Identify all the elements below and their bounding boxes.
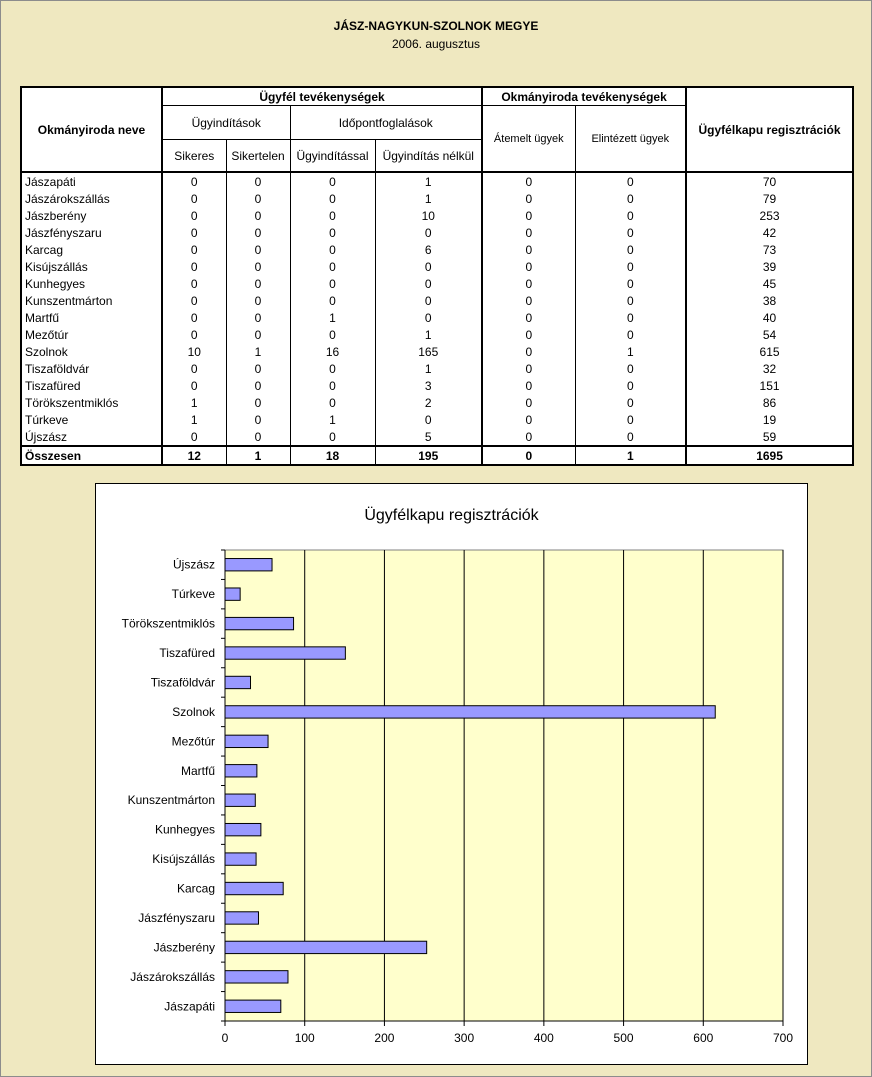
bar [225,676,251,688]
value-cell: 0 [290,258,375,275]
value-cell: 0 [226,326,290,343]
table-row [21,326,853,343]
value-cell: 0 [162,190,226,207]
bar [225,941,427,953]
table-row [21,224,853,241]
header-sikeres: Sikeres [162,140,226,173]
value-cell: 1 [226,343,290,360]
value-cell: 1 [290,309,375,326]
category-label: Jászapáti [164,999,215,1014]
value-cell: 0 [162,377,226,394]
value-cell: 0 [162,326,226,343]
value-cell: 0 [162,241,226,258]
value-cell: 0 [482,309,575,326]
value-cell: 0 [575,190,686,207]
category-label: Újszász [172,557,215,572]
value-cell: 1 [162,394,226,411]
x-tick-label: 700 [772,1031,794,1045]
value-cell: 86 [686,394,853,411]
value-cell: 0 [226,292,290,309]
header-office-activities: Okmányiroda tevékenységek [482,87,686,106]
office-name-cell: Mezőtúr [21,326,162,343]
category-label: Kunszentmárton [127,793,215,808]
value-cell: 0 [162,309,226,326]
bar [225,559,272,571]
category-label: Kisújszállás [152,852,215,867]
table-row [21,360,853,377]
value-cell: 0 [290,394,375,411]
header-elintezett: Elintézett ügyek [575,106,686,173]
table-row [21,394,853,411]
bar [225,794,255,806]
value-cell: 3 [375,377,482,394]
value-cell: 0 [482,190,575,207]
page-title: JÁSZ-NAGYKUN-SZOLNOK MEGYE [333,19,539,33]
value-cell: 0 [226,428,290,446]
value-cell: 1 [375,326,482,343]
value-cell: 1 [575,446,686,465]
header-client-activities: Ügyfél tevékenységek [162,87,482,106]
chart-title: Ügyfélkapu regisztrációk [364,507,539,524]
value-cell: 0 [290,360,375,377]
value-cell: 59 [686,428,853,446]
table-row [21,241,853,258]
value-cell: 0 [290,241,375,258]
office-name-cell: Túrkeve [21,411,162,428]
header-ugyinditas-nelkul: Ügyindítás nélkül [375,140,482,173]
office-name-cell: Törökszentmiklós [21,394,162,411]
value-cell: 0 [226,360,290,377]
value-cell: 0 [226,275,290,292]
value-cell: 0 [575,292,686,309]
value-cell: 0 [162,207,226,224]
bar [225,882,283,894]
value-cell: 0 [162,224,226,241]
value-cell: 1695 [686,446,853,465]
value-cell: 0 [482,258,575,275]
value-cell: 0 [162,258,226,275]
table-row [21,411,853,428]
value-cell: 32 [686,360,853,377]
x-tick-label: 200 [374,1031,395,1045]
value-cell: 70 [686,172,853,190]
value-cell: 0 [482,446,575,465]
value-cell: 0 [575,275,686,292]
value-cell: 0 [482,343,575,360]
header-office-name: Okmányiroda neve [21,87,162,172]
office-name-cell: Martfű [21,309,162,326]
value-cell: 0 [575,207,686,224]
value-cell: 18 [290,446,375,465]
office-name-cell: Tiszaföldvár [21,360,162,377]
value-cell: 10 [162,343,226,360]
table-row [21,377,853,394]
value-cell: 0 [575,241,686,258]
value-cell: 54 [686,326,853,343]
value-cell: 0 [226,172,290,190]
value-cell: 0 [482,224,575,241]
value-cell: 0 [575,258,686,275]
office-name-cell: Kunhegyes [21,275,162,292]
value-cell: 19 [686,411,853,428]
value-cell: 0 [226,241,290,258]
office-name-cell: Kisújszállás [21,258,162,275]
value-cell: 1 [375,360,482,377]
category-label: Tiszaföldvár [150,675,215,690]
value-cell: 1 [290,411,375,428]
value-cell: 0 [482,241,575,258]
value-cell: 12 [162,446,226,465]
value-cell: 0 [290,224,375,241]
value-cell: 1 [226,446,290,465]
x-tick-label: 500 [613,1031,634,1045]
category-label: Martfű [180,763,215,778]
table-row [21,275,853,292]
category-label: Jászfényszaru [138,910,215,925]
value-cell: 0 [575,360,686,377]
value-cell: 0 [575,428,686,446]
value-cell: 1 [375,190,482,207]
value-cell: 195 [375,446,482,465]
value-cell: 0 [575,224,686,241]
value-cell: 0 [290,190,375,207]
value-cell: 0 [226,377,290,394]
value-cell: 0 [482,411,575,428]
value-cell: 0 [575,377,686,394]
table-row [21,292,853,309]
value-cell: 0 [290,428,375,446]
value-cell: 0 [162,275,226,292]
office-name-cell: Szolnok [21,343,162,360]
value-cell: 0 [375,275,482,292]
bar [225,912,258,924]
value-cell: 165 [375,343,482,360]
value-cell: 0 [375,411,482,428]
office-name-cell: Jászapáti [21,172,162,190]
bar [225,823,261,835]
value-cell: 1 [162,411,226,428]
value-cell: 0 [575,326,686,343]
table-row [21,309,853,326]
category-label: Szolnok [172,704,215,719]
header-ugyinditassal: Ügyindítással [290,140,375,173]
value-cell: 0 [482,377,575,394]
value-cell: 79 [686,190,853,207]
office-name-cell: Újszász [21,428,162,446]
value-cell: 0 [162,360,226,377]
category-label: Karcag [176,881,215,896]
category-label: Tiszafüred [159,646,215,661]
value-cell: 0 [226,224,290,241]
value-cell: 0 [375,258,482,275]
office-name-cell: Jászberény [21,207,162,224]
value-cell: 0 [290,377,375,394]
value-cell: 45 [686,275,853,292]
value-cell: 0 [162,292,226,309]
x-tick-label: 300 [454,1031,475,1045]
x-tick-label: 0 [221,1031,229,1045]
header-atemelt: Átemelt ügyek [482,106,575,173]
value-cell: 0 [375,292,482,309]
value-cell: 0 [575,411,686,428]
office-name-cell: Kunszentmárton [21,292,162,309]
bar-chart [96,484,807,1064]
value-cell: 615 [686,343,853,360]
value-cell: 38 [686,292,853,309]
office-name-cell: Összesen [21,446,162,465]
chart-container [95,483,808,1065]
bar [225,765,257,777]
value-cell: 39 [686,258,853,275]
value-cell: 0 [482,428,575,446]
value-cell: 73 [686,241,853,258]
value-cell: 10 [375,207,482,224]
value-cell: 0 [226,411,290,428]
statistics-table [20,86,854,466]
office-name-cell: Jászfényszaru [21,224,162,241]
value-cell: 0 [162,428,226,446]
value-cell: 0 [375,309,482,326]
value-cell: 0 [482,172,575,190]
category-label: Törökszentmiklós [121,616,215,631]
header-ugyfelkapu: Ügyfélkapu regisztrációk [686,87,853,172]
value-cell: 0 [575,309,686,326]
value-cell: 2 [375,394,482,411]
category-label: Túrkeve [171,587,215,602]
page-subtitle: 2006. augusztus [391,37,481,51]
value-cell: 0 [575,394,686,411]
value-cell: 0 [375,224,482,241]
value-cell: 0 [290,292,375,309]
value-cell: 0 [482,292,575,309]
value-cell: 0 [482,207,575,224]
value-cell: 0 [575,172,686,190]
value-cell: 0 [290,172,375,190]
bar [225,588,240,600]
value-cell: 1 [575,343,686,360]
table-row [21,343,853,360]
table-row [21,428,853,446]
table-row [21,172,853,190]
value-cell: 5 [375,428,482,446]
header-idopontfoglalasok: Időpontfoglalások [290,106,482,140]
x-tick-label: 400 [533,1031,554,1045]
value-cell: 0 [226,207,290,224]
header-sikertelen: Sikertelen [226,140,290,173]
table-total-row [21,446,853,465]
value-cell: 0 [482,394,575,411]
bar [225,853,256,865]
table-row [21,190,853,207]
office-name-cell: Tiszafüred [21,377,162,394]
value-cell: 42 [686,224,853,241]
value-cell: 0 [290,207,375,224]
value-cell: 40 [686,309,853,326]
header-ugyinditasok: Ügyindítások [162,106,290,140]
table-row [21,207,853,224]
table-row [21,258,853,275]
value-cell: 0 [482,326,575,343]
x-tick-label: 600 [693,1031,714,1045]
bar [225,1000,281,1012]
value-cell: 0 [226,394,290,411]
value-cell: 0 [290,326,375,343]
value-cell: 0 [226,258,290,275]
value-cell: 1 [375,172,482,190]
value-cell: 0 [226,190,290,207]
value-cell: 0 [162,172,226,190]
value-cell: 0 [226,309,290,326]
bar [225,647,345,659]
value-cell: 151 [686,377,853,394]
category-label: Jászberény [153,940,215,955]
office-name-cell: Karcag [21,241,162,258]
bar [225,617,294,629]
value-cell: 253 [686,207,853,224]
value-cell: 16 [290,343,375,360]
value-cell: 0 [482,360,575,377]
category-label: Mezőtúr [171,734,215,749]
value-cell: 0 [290,275,375,292]
category-label: Jászárokszállás [130,969,215,984]
value-cell: 0 [482,275,575,292]
x-tick-label: 100 [294,1031,315,1045]
bar [225,706,715,718]
office-name-cell: Jászárokszállás [21,190,162,207]
value-cell: 6 [375,241,482,258]
bar [225,735,268,747]
category-label: Kunhegyes [154,822,215,837]
bar [225,971,288,983]
